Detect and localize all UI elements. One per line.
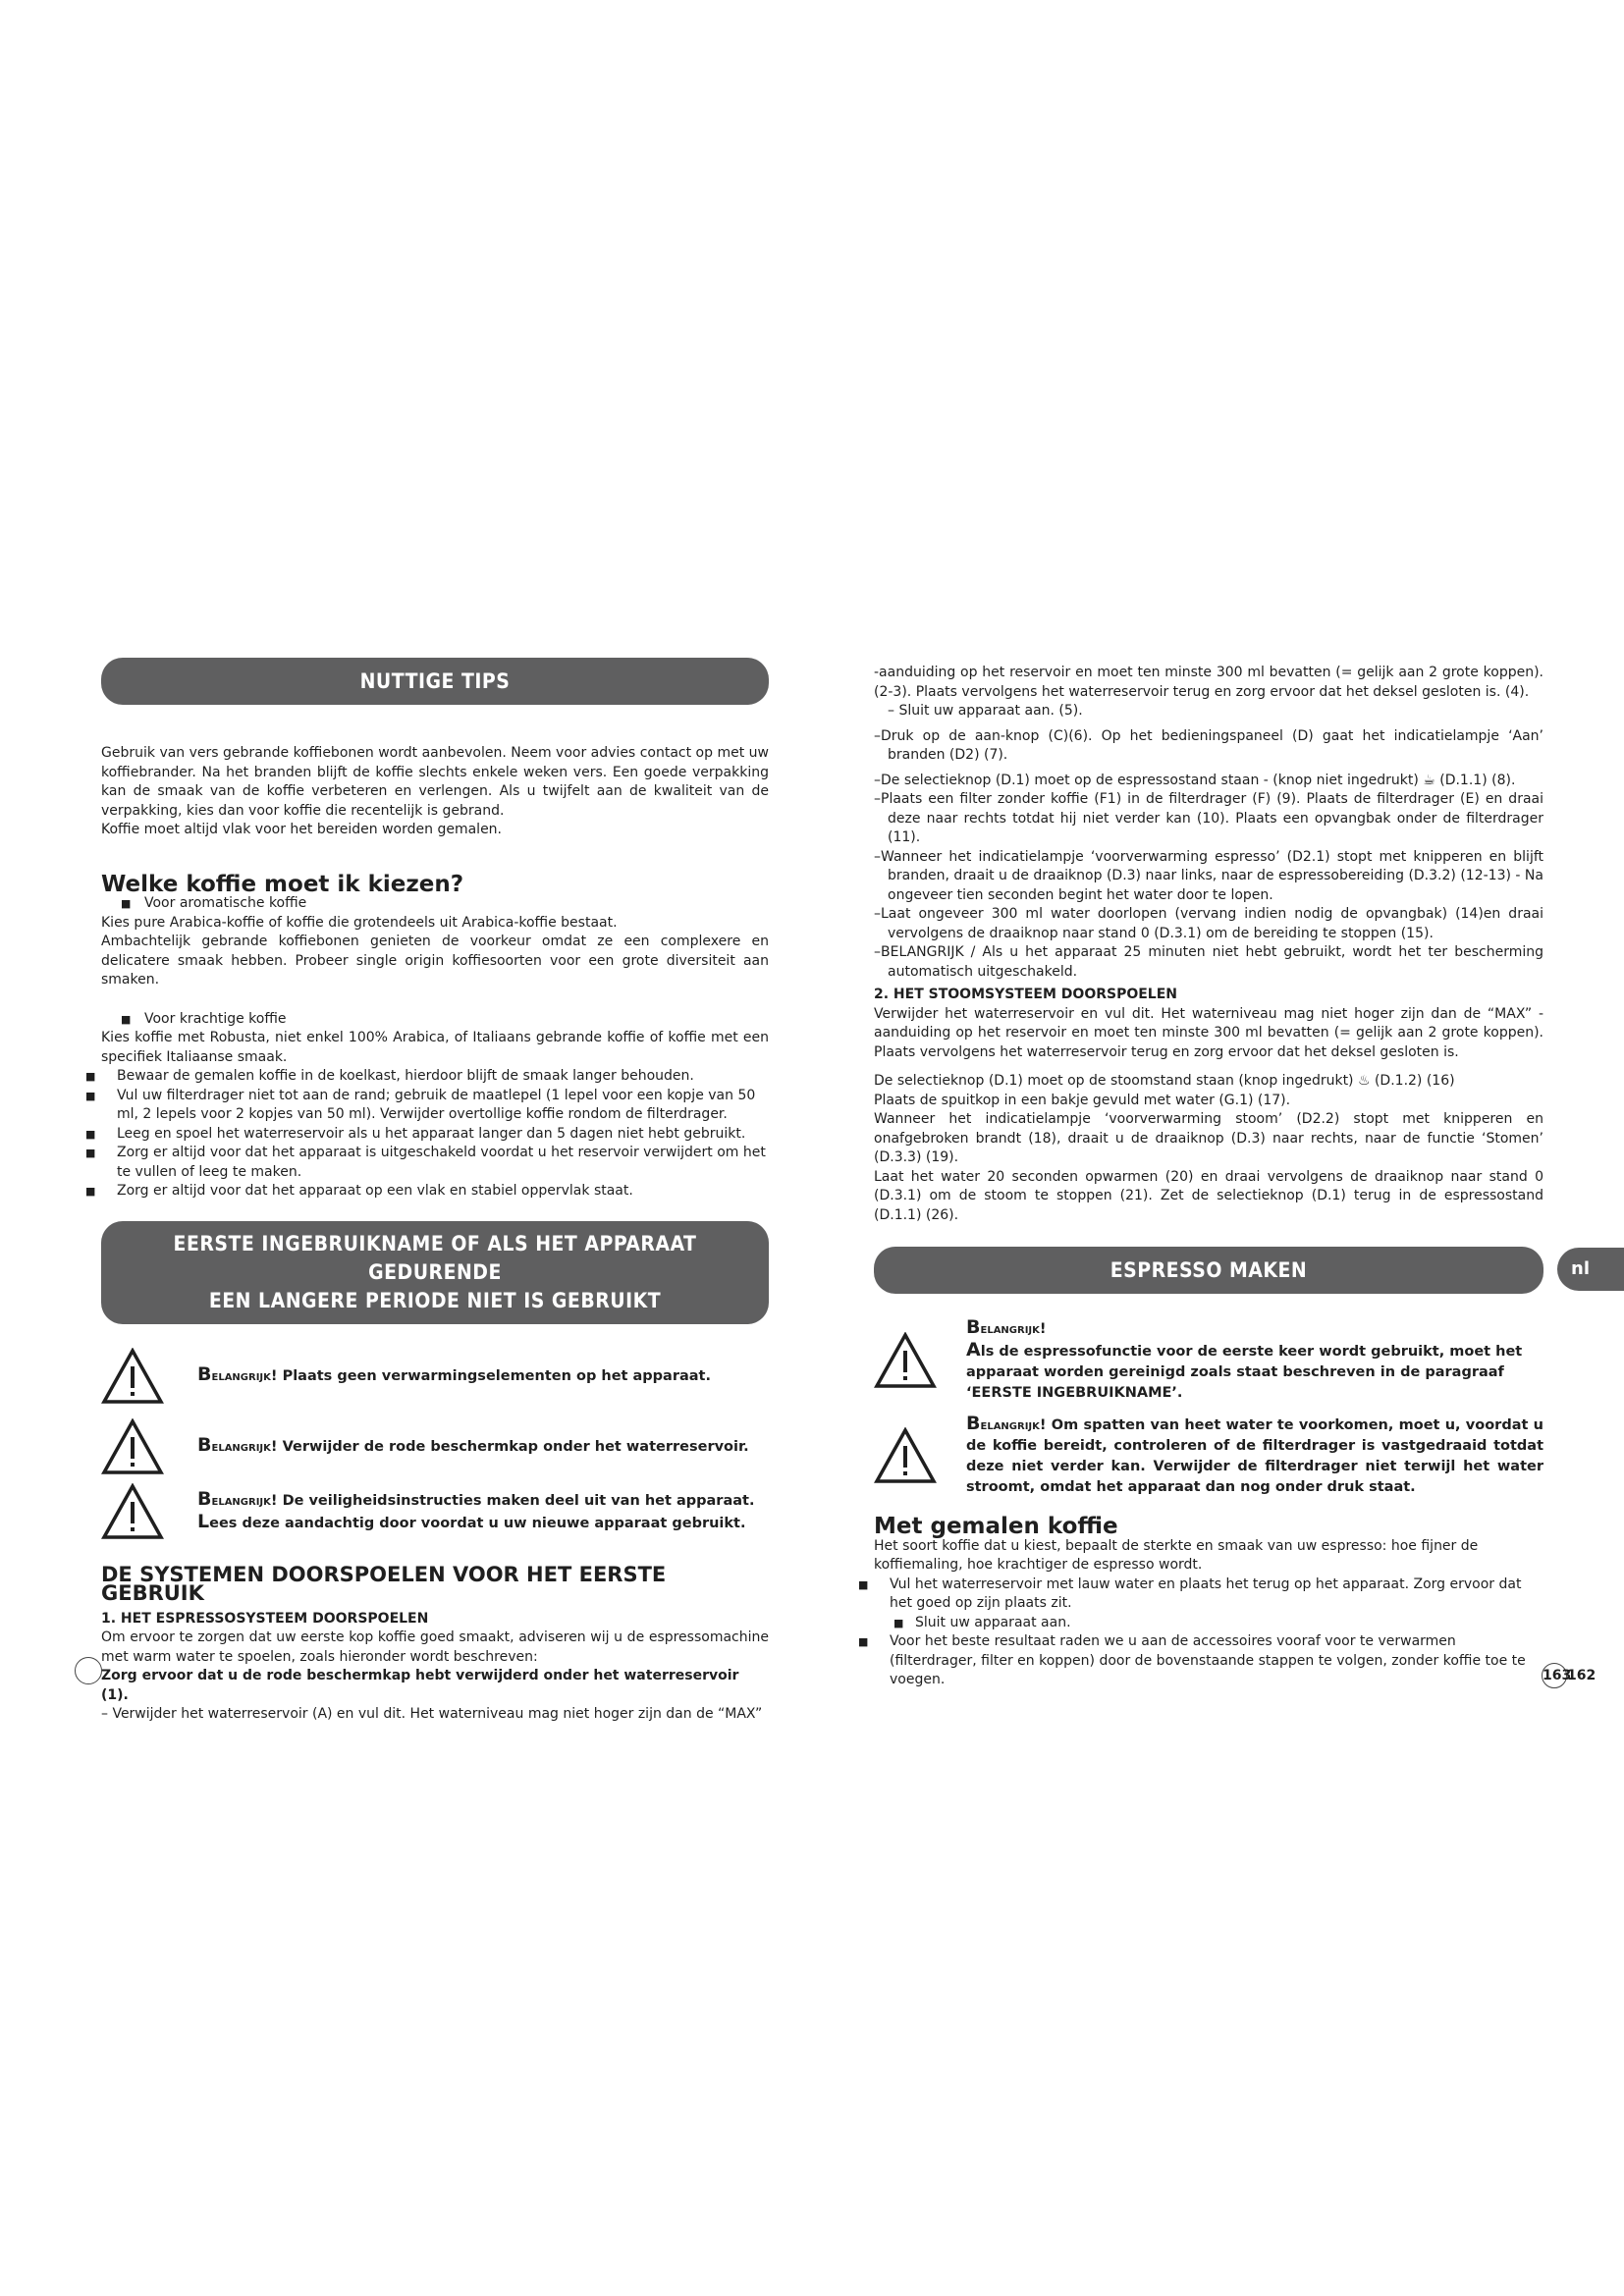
bullet-item: ■ Bewaar de gemalen koffie in de koelkast, hierdoor blijft de smaak langer behouden. [101,1067,769,1087]
section-heading-welke: Welke koffie moet ik kiezen? [101,871,464,897]
left-column [101,658,769,1725]
bullet-item: ■ Zorg er altijd voor dat het apparaat is uitgeschakeld voordat u het reservoir verwijdert om het te vullen of leeg te maken. [101,1144,769,1182]
warning-block: Belangrijk! Plaats geen verwarmingselementen op het apparaat. [101,1348,769,1405]
step-item: –Druk op de aan-knop (C)(6). Op het bedieningspaneel (D) gaat het indicatielampje ‘Aan’ branden (D2) (7). [874,727,1543,763]
page-number-left: 163 [1542,1663,1567,1688]
ground-coffee-heading: Met gemalen koffie [874,1514,1118,1539]
tips-paragraph-2: Koffie moet altijd vlak voor het bereiden worden gemalen. [101,822,503,837]
warning-triangle-icon [101,1418,164,1475]
warning-triangle-icon [874,1332,937,1389]
warning-triangle-icon [101,1483,164,1540]
aromatic-text-2: Ambachtelijk gebrande koffiebonen genieten de voorkeur omdat ze een complexere en delicatere smaak hebben. Probeer single origin koffiesoorten voor een grote diversiteit aan smaken. [101,934,769,988]
page-marker-circle [75,1657,102,1684]
bullet-item: ■ Vul het waterreservoir met lauw water en plaats het terug op het apparaat. Zorg ervoor dat het goed op zijn plaats zit. [874,1575,1543,1614]
steam-text: Laat het water 20 seconden opwarmen (20) en draai vervolgens de draaiknop naar stand 0 (D.3.1) om de stoom te stoppen (21). Zet de selectieknop (D.1) terug in de espressostand (D.1.1) (26). [874,1168,1543,1223]
step-item: –De selectieknop (D.1) moet op de espressostand staan - (knop niet ingedrukt) ☕ (D.1.1) (8). [874,772,1516,788]
ground-coffee-text: Het soort koffie dat u kiest, bepaalt de sterkte en smaak van uw espresso: hoe fijner de koffiemaling, hoe krachtiger de espresso wordt. [874,1537,1479,1573]
steam-text: Wanneer het indicatielampje ‘voorverwarming stoom’ (D2.2) stopt met knipperen en onafgebroken brandt (18), draait u de draaiknop (D.3) naar rechts, naar de functie ‘Stomen’ (D.3.3) (19). [874,1111,1543,1165]
tips-paragraph: Gebruik van vers gebrande koffiebonen wordt aanbevolen. Neem voor advies contact op met uw koffiebrander. Na het branden blijft de koffie slechts enkele weken vers. Een goede verpakking kan de smaak van de koffie verbeteren en verlengen. Als u twijfelt aan de kwaliteit van de verpakking, kies dan voor koffie die recentelijk is gebrand. [101,745,769,819]
bullet-item: ■ Sluit uw apparaat aan. [874,1614,1543,1633]
warning-block: Belangrijk! Verwijder de rode beschermkap onder het waterreservoir. [101,1418,769,1475]
strong-text: Kies koffie met Robusta, niet enkel 100% Arabica, of Italiaans gebrande koffie of koffie met een specifiek Italiaanse smaak. [101,1030,769,1065]
step-item: –BELANGRIJK / Als u het apparaat 25 minuten niet hebt gebruikt, wordt het ter bescherming automatisch uitgeschakeld. [874,944,1543,980]
tips-banner: NUTTIGE TIPS [101,658,769,705]
bullet-item: ■ Voor het beste resultaat raden we u aan de accessoires vooraf voor te verwarmen (filterdrager, filter en koppen) door de bovenstaande stappen te volgen, zonder koffie toe te voegen. [874,1632,1543,1690]
aromatic-label: ■ Voor aromatische koffie [101,894,769,914]
aromatic-text: Kies pure Arabica-koffie of koffie die grotendeels uit Arabica-koffie bestaat. [101,914,618,931]
warning-block: Belangrijk! Om spatten van heet water te voorkomen, moet u, voordat u de koffie bereidt, controleren of de filterdrager is vastgedraaid totdat deze niet verder kan. Verwijder de filterdrager niet terwijl het water stroomt, omdat het apparaat dan nog onder druk staat. [874,1414,1543,1498]
systems-heading: DE SYSTEMEN DOORSPOELEN VOOR HET EERSTE GEBRUIK [101,1562,667,1605]
warning-triangle-icon [101,1348,164,1405]
page-number [1542,1663,1596,1688]
step-item: –Plaats een filter zonder koffie (F1) in de filterdrager (F) (9). Plaats de filterdrager (E) en draai deze naar rechts totdat hij niet verder kan (10). Plaats een opvangbak onder de filterdrager (11). [874,791,1543,845]
espresso-system-bold: Zorg ervoor dat u de rode beschermkap hebt verwijderd onder het waterreservoir (1). [101,1668,739,1703]
right-column [874,664,1543,1690]
steam-text: Verwijder het waterreservoir en vul dit. Het waterniveau mag niet hoger zijn dan de “MAX” -aanduiding op het reservoir en moet ten minste 300 ml bevatten (= gelijk aan 2 grote koppen). Plaats vervolgens het waterreservoir terug en zorg ervoor dat het deksel gesloten is. [874,1005,1543,1060]
warning-triangle-icon [874,1427,937,1484]
espresso-system-text: Om ervoor te zorgen dat uw eerste kop koffie goed smaakt, adviseren wij u de espressomachine met warm water te spoelen, zoals hieronder wordt beschreven: [101,1629,769,1665]
page-number-right: 162 [1567,1668,1597,1683]
bullet-item: ■ Zorg er altijd voor dat het apparaat op een vlak en stabiel oppervlak staat. [101,1182,769,1201]
continued-text: -aanduiding op het reservoir en moet ten minste 300 ml bevatten (= gelijk aan 2 grote koppen). (2-3). Plaats vervolgens het waterreservoir terug en zorg ervoor dat het deksel gesloten is. (4). [874,665,1543,700]
continued-substep: – Sluit uw apparaat aan. (5). [888,703,1083,719]
bullet-item: ■ Vul uw filterdrager niet tot aan de rand; gebruik de maatlepel (1 lepel voor een kopje van 50 ml, 2 lepels voor 2 kopjes van 50 ml). Verwijder overtollige koffie rondom de filterdrager. [101,1087,769,1125]
language-tab: nl [1557,1248,1624,1291]
bullet-item: ■ Leeg en spoel het waterreservoir als u het apparaat langer dan 5 dagen niet hebt gebruikt. [101,1125,769,1145]
warning-block: Belangrijk! De veiligheidsinstructies maken deel uit van het apparaat. Lees deze aandachtig door voordat u uw nieuwe apparaat gebruikt. [101,1483,769,1540]
steam-system-heading: 2. HET STOOMSYSTEEM DOORSPOELEN [874,987,1178,1002]
steam-text: De selectieknop (D.1) moet op de stoomstand staan (knop ingedrukt) ♨ (D.1.2) (16) [874,1073,1455,1089]
espresso-banner: ESPRESSO MAKEN [874,1247,1543,1294]
warning-block: Belangrijk! Als de espressofunctie voor de eerste keer wordt gebruikt, moet het apparaat worden gereinigd zoals staat beschreven in de paragraaf ‘EERSTE INGEBRUIKNAME’. [874,1317,1543,1404]
step-item: –Wanneer het indicatielampje ‘voorverwarming espresso’ (D2.1) stopt met knipperen en blijft branden, draait u de draaiknop (D.3) naar links, naar de espressobereiding (D.3.2) (12-13) - Na ongeveer tien seconden begint het water door te lopen. [874,848,1543,903]
steam-text: Plaats de spuitkop in een bakje gevuld met water (G.1) (17). [874,1092,1291,1108]
step-item: –Laat ongeveer 300 ml water doorlopen (vervang indien nodig de opvangbak) (14)en draai vervolgens de draaiknop naar stand 0 (D.3.1) om de bereiding te stoppen (15). [874,906,1543,941]
strong-label: ■ Voor krachtige koffie [101,1010,769,1030]
espresso-system-heading: 1. HET ESPRESSOSYSTEEM DOORSPOELEN [101,1610,429,1627]
first-use-banner: EERSTE INGEBRUIKNAME OF ALS HET APPARAAT GEDURENDE EEN LANGERE PERIODE NIET IS GEBRUIKT [101,1221,769,1324]
espresso-system-step: – Verwijder het waterreservoir (A) en vul dit. Het waterniveau mag niet hoger zijn dan de “MAX” [101,1706,763,1722]
